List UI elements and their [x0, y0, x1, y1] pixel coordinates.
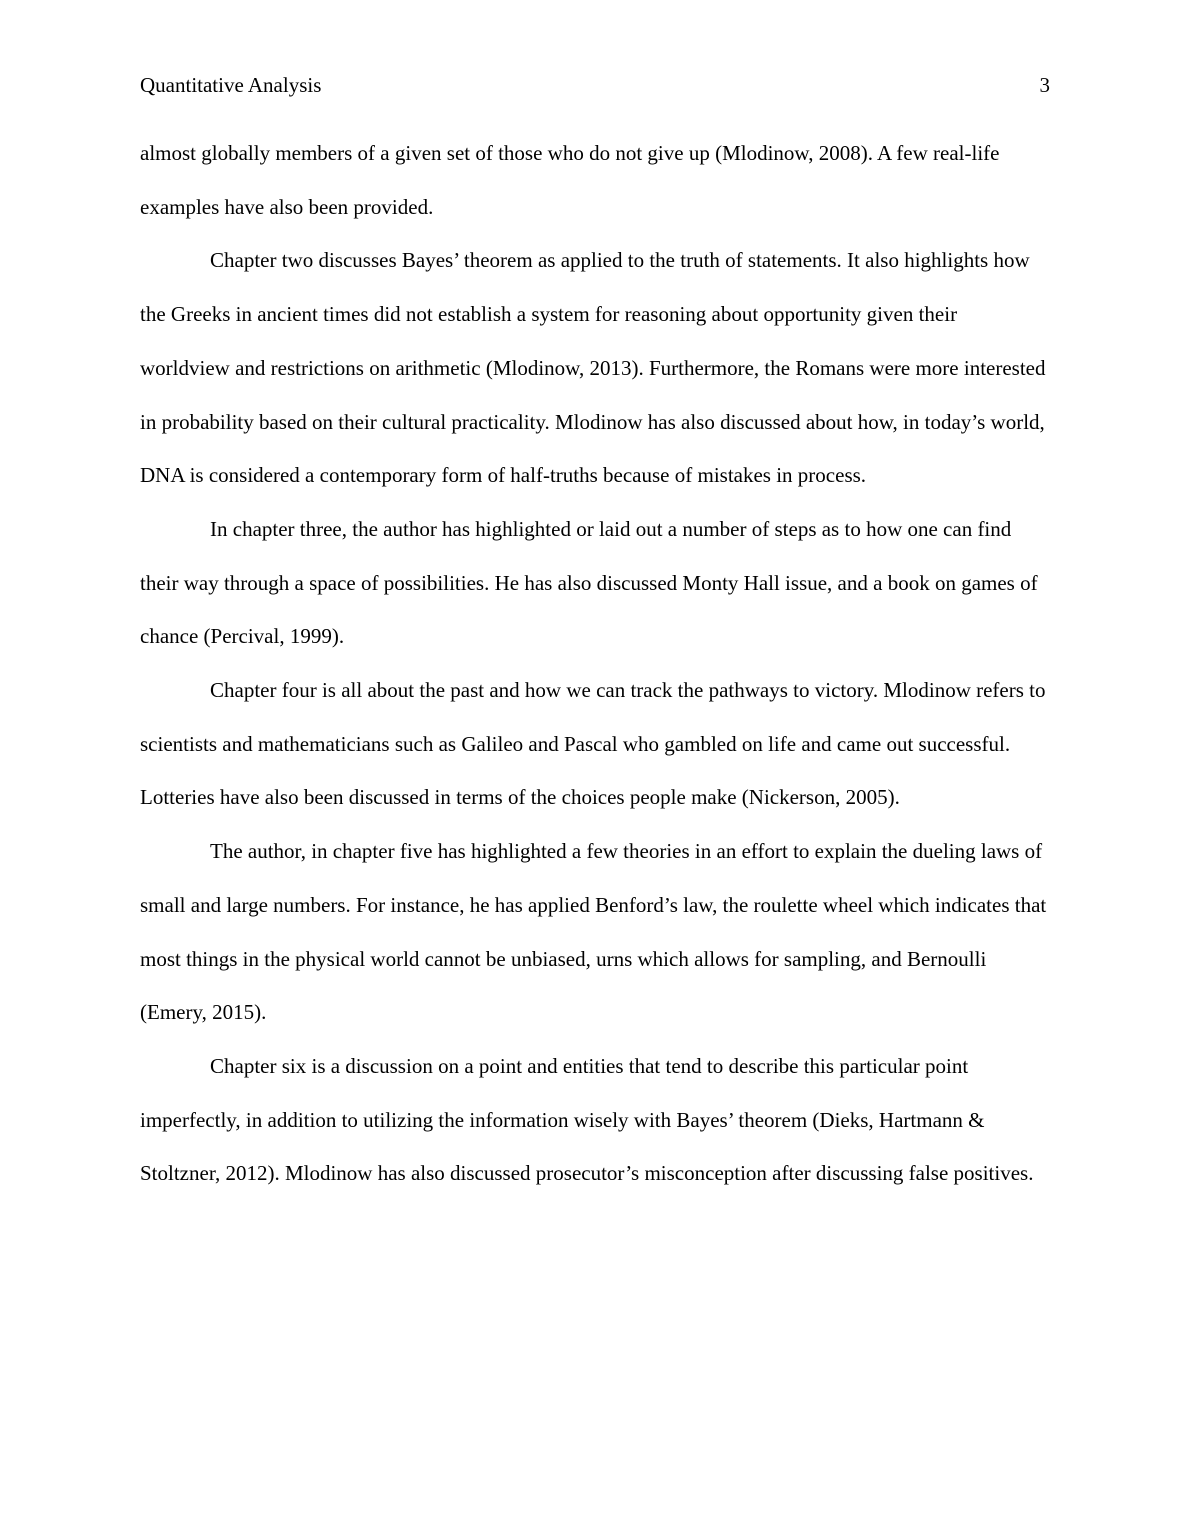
paragraph-chapter-three: In chapter three, the author has highlighted or laid out a number of steps as to how one can find their way through a space of possibilities. He has also discussed Monty Hall issue, and a book on games of chance (Percival, 1999). [140, 516, 1038, 649]
document-body [140, 127, 1052, 1201]
page-number: 3 [1039, 73, 1050, 97]
paragraph-chapter-four: Chapter four is all about the past and how we can track the pathways to victory. Mlodinow refers to scientists and mathematicians such as Galileo and Pascal who gambled on life and came out successful. Lotteries have also been discussed in terms of the choices people make (Nickerson, 2005). [140, 678, 1046, 810]
running-header [140, 70, 1050, 100]
paragraph-chapter-six: Chapter six is a discussion on a point and entities that tend to describe this particular point imperfectly, in addition to utilizing the information wisely with Bayes’ theorem (Dieks, Hartmann & Stoltzner, 2012). Mlodinow has also discussed prosecutor’s misconception after discussing false positives. [140, 1053, 1034, 1186]
paragraph-chapter-five: The author, in chapter five has highlighted a few theories in an effort to explain the dueling laws of small and large numbers. For instance, he has applied Benford’s law, the roulette wheel which indicates that most things in the physical world cannot be unbiased, urns which allows for sampling, and Bernoulli (Emery, 2015). [140, 839, 1047, 1025]
running-head-title: Quantitative Analysis [140, 73, 322, 97]
paragraph-continuation: almost globally members of a given set of those who do not give up (Mlodinow, 2008). A few real-life examples have also been provided. [140, 141, 1000, 219]
paragraph-chapter-two: Chapter two discusses Bayes’ theorem as applied to the truth of statements. It also highlights how the Greeks in ancient times did not establish a system for reasoning about opportunity given their worldview and restrictions on arithmetic (Mlodinow, 2013). Furthermore, the Romans were more interested in probability based on their cultural practicality. Mlodinow has also discussed about how, in today’s world, DNA is considered a contemporary form of half-truths because of mistakes in process. [140, 248, 1046, 488]
